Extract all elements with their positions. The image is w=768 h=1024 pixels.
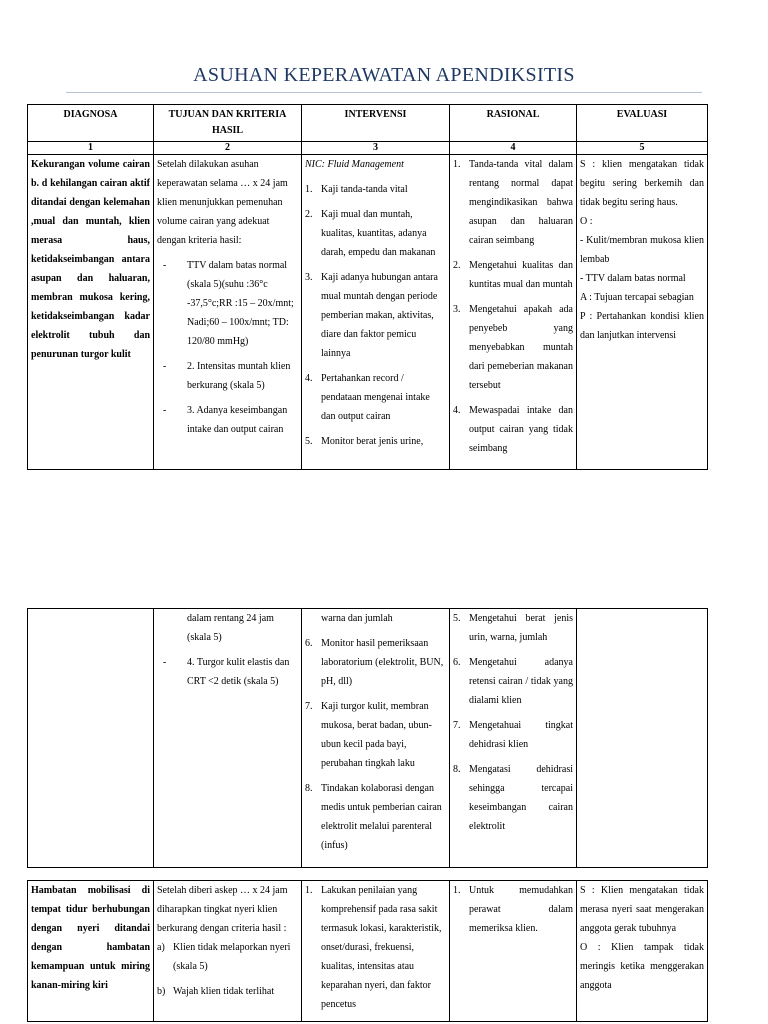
intervensi-cell [302,881,450,1022]
rasional-list [453,609,573,836]
list-item-text: Monitor hasil pemeriksaan laboratorium (elektrolit, BUN, pH, dll) [321,638,444,687]
intervensi-list [305,881,446,1014]
list-item [157,938,298,976]
evaluasi-line: - Kulit/membran mukosa klien lembab [580,235,704,265]
rasional-cell [450,609,577,868]
list-item-text: 4. Turgor kulit elastis dan CRT <2 detik (skala 5) [187,657,290,687]
list-item-text: Mengatasi dehidrasi sehingga tercapai keseimbangan cairan elektrolit [469,764,573,832]
list-item [157,982,298,1001]
list-item-text: Lakukan penilaian yang komprehensif pada rasa sakit termasuk lokasi, karakteristik, onset/durasi, frekuensi, kualitas, intensitas atau keparahan nyeri, dan faktor pencetus [321,885,442,1010]
list-item [305,180,446,199]
list-item [453,716,573,754]
list-marker: 7. [305,701,313,712]
list-marker: 1. [305,885,313,896]
col-number: 3 [302,142,450,155]
rasional-cell [450,881,577,1022]
care-plan-table-continued [27,608,708,868]
col-number: 4 [450,142,577,155]
list-item [163,401,298,439]
list-item-text: Tanda-tanda vital dalam rentang normal dapat mengindikasikan bahwa asupan dan haluaran cairan seimbang [469,159,573,246]
col-number: 5 [577,142,708,155]
title-divider [66,92,702,93]
header-evaluasi: EVALUASI [577,105,708,142]
care-plan-table [27,104,708,470]
evaluasi-cell [577,155,708,470]
list-item [453,256,573,294]
list-marker: 1. [453,159,461,170]
evaluasi-cell [577,881,708,1022]
list-item [305,268,446,363]
evaluasi-line: P : Pertahankan kondisi klien dan lanjutkan intervensi [580,311,704,341]
list-marker: 5. [453,613,461,624]
list-marker: 2. [305,209,313,220]
list-item [453,881,573,938]
list-marker: 8. [305,783,313,794]
list-marker: 6. [453,657,461,668]
list-item [305,432,446,451]
list-item [305,697,446,773]
tujuan-list [157,256,298,439]
tujuan-intro: Setelah dilakukan asuhan keperawatan selama … x 24 jam klien menunjukkan pemenuhan volume cairan yang adekuat dengan kriteria hasil: [157,159,288,246]
list-item-text: Wajah klien tidak terlihat [173,986,275,997]
col-number: 2 [154,142,302,155]
list-marker: - [163,260,167,271]
tujuan-cell [154,881,302,1022]
list-item-text: Kaji mual dan muntah, kualitas, kuantitas, adanya darah, empedu dan makanan [321,209,436,258]
evaluasi-line: O : Klien tampak tidak meringis ketika menggerakan anggota [580,942,704,991]
list-marker: 5. [305,436,313,447]
table-row [28,155,708,470]
list-item-text: Mengetahui kualitas dan kuntitas mual dan muntah [469,260,573,290]
evaluasi-line: S : Klien mengatakan tidak merasa nyeri saat mengerakan anggota gerak tubuhnya [580,885,704,934]
list-item [305,881,446,1014]
list-item [163,357,298,395]
list-marker: - [163,405,167,416]
list-item-text: 2. Intensitas muntah klien berkurang (skala 5) [187,361,291,391]
tujuan-continued: dalam rentang 24 jam (skala 5) [187,613,274,643]
list-item [453,653,573,710]
header-row [28,105,708,142]
tujuan-cell [154,609,302,868]
list-item-text: Monitor berat jenis urine, [321,436,424,447]
list-marker: 7. [453,720,461,731]
table-row [28,881,708,1022]
header-intervensi: INTERVENSI [302,105,450,142]
header-diagnosa: DIAGNOSA [28,105,154,142]
list-item [305,369,446,426]
evaluasi-line: S : klien mengatakan tidak begitu sering berkemih dan tidak begitu sering haus. [580,159,704,208]
list-item [305,634,446,691]
list-item [305,205,446,262]
list-item [453,401,573,458]
col-number: 1 [28,142,154,155]
tujuan-list [157,653,298,691]
list-marker: 1. [453,885,461,896]
list-marker: 3. [453,304,461,315]
list-marker: 8. [453,764,461,775]
list-item-text: TTV dalam batas normal (skala 5)(suhu :36°c -37,5°c;RR :15 – 20x/mnt; Nadi;60 – 100x/mnt; TD: 120/80 mmHg) [187,260,294,347]
list-marker: 3. [305,272,313,283]
list-item-text: Pertahankan record / pendataan mengenai intake dan output cairan [321,373,430,422]
intervensi-list [305,634,446,855]
evaluasi-cell [577,609,708,868]
list-marker: a) [157,942,165,953]
list-item-text: Kaji turgor kulit, membran mukosa, berat badan, ubun-ubun kecil pada bayi, perubahan tingkah laku [321,701,432,769]
list-item [305,779,446,855]
list-marker: 1. [305,184,313,195]
list-item-text: Kaji adanya hubungan antara mual muntah dengan periode pemberian makan, aktivitas, diare dan faktor pemicu lainnya [321,272,438,359]
list-item [453,609,573,647]
intervensi-cell [302,155,450,470]
list-item-text: Untuk memudahkan perawat dalam memeriksa klien. [469,885,573,934]
list-item-text: Mengetahuai tingkat dehidrasi klien [469,720,573,750]
list-marker: 4. [453,405,461,416]
tujuan-list [157,938,298,1001]
list-item-text: Mengetahui berat jenis urin, warna, jumlah [469,613,573,643]
care-plan-table-second [27,880,708,1022]
list-marker: 4. [305,373,313,384]
tujuan-intro: Setelah diberi askep … x 24 jam diharapkan tingkat nyeri klien berkurang dengan criteria hasil : [157,885,288,934]
column-number-row [28,142,708,155]
intervensi-continued: warna dan jumlah [321,613,393,624]
list-item-text: Mewaspadai intake dan output cairan yang tidak seimbang [469,405,573,454]
header-rasional: RASIONAL [450,105,577,142]
list-item-text: Mengetahui apakah ada penyebeb yang menyebabkan muntah dari pemeberian makanan tersebut [469,304,573,391]
intervensi-list [305,180,446,451]
diagnosa-cell: Hambatan mobilisasi di tempat tidur berhubungan dengan nyeri ditandai dengan hambatan kemampuan untuk miring kanan-miring kiri [28,881,154,1022]
list-marker: - [163,657,167,668]
document-title: ASUHAN KEPERAWATAN APENDIKSITIS [193,64,575,86]
list-item-text: Mengetahui adanya retensi cairan / tidak yang dialami klien [469,657,573,706]
list-marker: - [163,361,167,372]
evaluasi-line: - TTV dalam batas normal [580,273,686,284]
intervensi-heading: NIC: Fluid Management [305,159,404,170]
diagnosa-cell [28,609,154,868]
list-item-text: Tindakan kolaborasi dengan medis untuk pemberian cairan elektrolit melalui parenteral (infus) [321,783,442,851]
list-marker: 2. [453,260,461,271]
diagnosa-cell: Kekurangan volume cairan b. d kehilangan cairan aktif ditandai dengan kelemahan ,mual dan muntah, klien merasa haus, ketidakseimbangan antara asupan dan haluaran, membran mukosa kering, ketidakseimbangan kadar elektrolit tubuh dan penurunan turgor kulit [28,155,154,470]
list-item [453,300,573,395]
list-item-text: 3. Adanya keseimbangan intake dan output cairan [187,405,288,435]
list-item [453,760,573,836]
rasional-cell [450,155,577,470]
list-item [453,155,573,250]
rasional-list [453,881,573,938]
table-row [28,609,708,868]
evaluasi-line: O : [580,216,593,227]
evaluasi-line: A : Tujuan tercapai sebagian [580,292,694,303]
list-item [163,653,298,691]
list-item-text: Klien tidak melaporkan nyeri (skala 5) [173,942,291,972]
list-item [163,256,298,351]
list-marker: b) [157,986,166,997]
header-tujuan: TUJUAN DAN KRITERIA HASIL [154,105,302,142]
rasional-list [453,155,573,458]
list-item-text: Kaji tanda-tanda vital [321,184,408,195]
tujuan-cell [154,155,302,470]
list-marker: 6. [305,638,313,649]
intervensi-cell [302,609,450,868]
